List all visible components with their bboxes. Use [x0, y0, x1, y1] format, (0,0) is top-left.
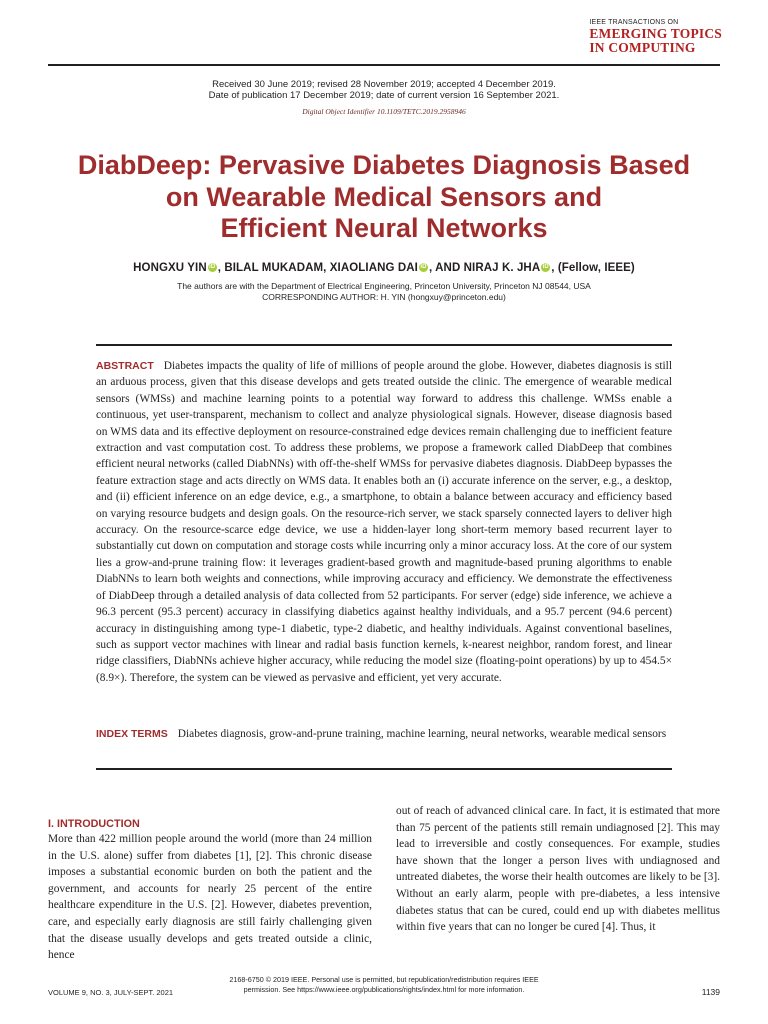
author-honor: , (Fellow, IEEE) — [551, 262, 635, 274]
index-terms — [96, 726, 672, 742]
author-1: HONGXU YIN — [133, 262, 207, 274]
affiliation-line-1: The authors are with the Department of Electrical Engineering, Princeton University, Princeton NJ 08544, USA — [177, 281, 591, 291]
footer-copyright-line-1: 2168-6750 © 2019 IEEE. Personal use is permitted, but republication/redistribution requires IEEE — [229, 975, 539, 984]
received-line-1: Received 30 June 2019; revised 28 November 2019; accepted 4 December 2019. — [212, 79, 556, 90]
intro-right-column — [396, 803, 720, 936]
abstract — [96, 358, 672, 686]
affiliation — [0, 281, 768, 303]
masthead-line-2: EMERGING TOPICS — [589, 26, 722, 41]
received-line-2: Date of publication 17 December 2019; date of current version 16 September 2021. — [208, 90, 560, 101]
received-dates — [0, 79, 768, 101]
masthead-line-3: IN COMPUTING — [589, 40, 696, 55]
paper-title — [60, 150, 708, 245]
orcid-icon[interactable]: iD — [542, 264, 549, 270]
title-line-3: Efficient Neural Networks — [220, 213, 548, 243]
orcid-icon[interactable]: iD — [420, 264, 427, 270]
abstract-top-rule — [96, 344, 672, 346]
title-line-1: DiabDeep: Pervasive Diabetes Diagnosis Based — [77, 150, 691, 180]
header-rule — [48, 64, 720, 66]
intro-right-text: out of reach of advanced clinical care. In fact, it is estimated that more than 75 percent of the patients still remain undiagnosed [2]. This may lead to irreversible and costly consequences. For example, studies have shown that the longer a person lives with undiagnosed and untreated diabetes, the worse their health outcomes are likely to be [3]. Without an early alarm, people with pre-diabetes, a less intensive diabetes status that can be cured, could end up with diabetes mellitus within five years that can no longer be cured [4]. Thus, it — [396, 805, 720, 934]
orcid-icon[interactable]: iD — [209, 264, 216, 270]
index-terms-text: Diabetes diagnosis, grow-and-prune training, machine learning, neural networks, wearable medical sensors — [177, 728, 667, 740]
doi: Digital Object Identifier 10.1109/TETC.2019.2958946 — [302, 107, 466, 116]
abstract-heading: ABSTRACT — [96, 360, 154, 372]
index-terms-heading: INDEX TERMS — [96, 728, 168, 740]
journal-masthead — [589, 19, 722, 55]
author-2-3: , BILAL MUKADAM, XIAOLIANG DAI — [217, 262, 418, 274]
footer-copyright — [200, 975, 568, 995]
masthead-line-1: IEEE TRANSACTIONS ON — [589, 19, 679, 26]
footer-copyright-line-2: permission. See https://www.ieee.org/publications/rights/index.html for more information. — [243, 985, 525, 994]
footer-volume: VOLUME 9, NO. 3, JULY-SEPT. 2021 — [48, 988, 174, 997]
corresponding-author: CORRESPONDING AUTHOR: H. YIN (hongxuy@princeton.edu) — [262, 292, 506, 302]
page-number: 1139 — [701, 987, 720, 997]
intro-left-column — [48, 817, 372, 964]
intro-left-text: More than 422 million people around the world (more than 24 million in the U.S. alone) suffer from diabetes [1], [2]. This chronic disease imposes a substantial economic burden on both the patient and the government, and accounts for nearly 25 percent of the entire healthcare expenditure in the U.S. [2]. However, diabetes prevention, care, and especially early diagnosis are still fairly challenging given that the disease usually develops and gets treated outside a clinic, hence — [48, 833, 372, 962]
title-line-2: on Wearable Medical Sensors and — [165, 181, 603, 212]
author-list — [0, 262, 768, 274]
abstract-bottom-rule — [96, 768, 672, 770]
section-heading-introduction: I. INTRODUCTION — [48, 818, 140, 830]
author-4: , AND NIRAJ K. JHA — [428, 262, 541, 274]
abstract-text: Diabetes impacts the quality of life of millions of people around the globe. However, diabetes diagnosis is still an arduous process, given that this disease develops and gets treated outside the clinic. The emergence of wearable medical sensors (WMSs) and machine learning points to a potential way forward to address this challenge. WMSs enable a continuous, yet user-transparent, mechanism to collect and analyze physiological signals. However, disease diagnosis based on WMS data and its effective deployment on resource-constrained edge devices remain challenging due to inefficient feature extraction and vast computation cost. To address these problems, we propose a framework called DiabDeep that combines efficient neural networks (called DiabNNs) with off-the-shelf WMSs for pervasive diabetes diagnosis. DiabDeep bypasses the feature extraction stage and acts directly on WMS data. It enables both an (i) accurate inference on the server, e.g., a desktop, and (ii) efficient inference on an edge device, e.g., a smartphone, to obtain a balance between accuracy and efficiency based on varying resource budgets and design goals. On the resource-rich server, we stack sparsely connected layers to deliver high accuracy. On the resource-scarce edge device, we use a hidden-layer long short-term memory based recurrent layer to substantially cut down on computation and storage costs while incurring only a minor accuracy loss. At the core of our system lies a grow-and-prune training flow: it leverages gradient-based growth and magnitude-based pruning algorithms to enable DiabNNs to learn both weights and connections, while improving accuracy and efficiency. We demonstrate the effectiveness of DiabDeep through a detailed analysis of data collected from 52 participants. For server (edge) side inference, we achieve a 96.3 percent (95.3 percent) accuracy in classifying diabetics against healthy individuals, and a 95.7 percent (94.6 percent) accuracy in distinguishing among type-1 diabetic, type-2 diabetic, and healthy individuals. Against conventional baselines, such as support vector machines with linear and radial basis function kernels, k-nearest neighbor, random forest, and linear ridge classifiers, DiabNNs achieve higher accuracy, while reducing the model size (floating-point operations) by up to 454.5× (8.9×). Therefore, the system can be viewed as pervasive and efficient, yet very accurate. — [96, 360, 672, 684]
